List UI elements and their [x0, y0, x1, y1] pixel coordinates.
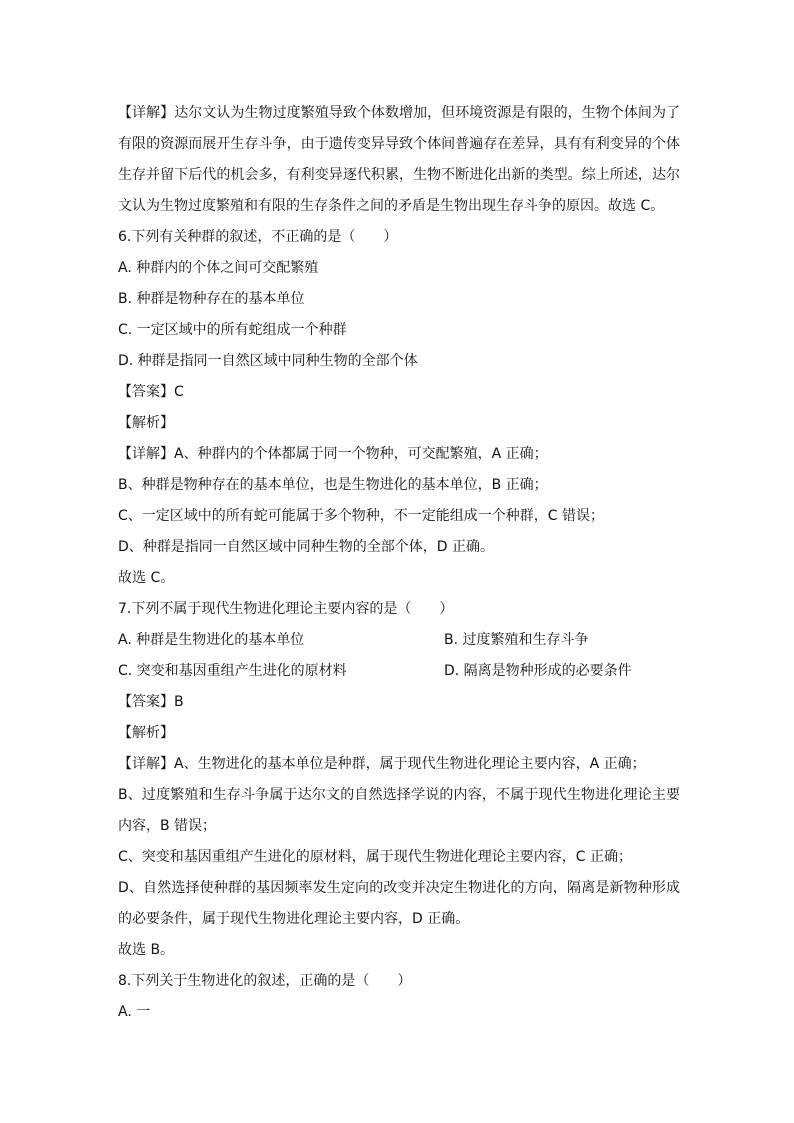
q7-stem: 7.下列不属于现代生物进化理论主要内容的是（ ）	[118, 601, 454, 617]
q6-option-a: A. 种群内的个体之间可交配繁殖	[118, 260, 319, 276]
q7-option-a: A. 种群是生物进化的基本单位	[118, 632, 305, 648]
q7-option-c: C. 突变和基因重组产生进化的原材料	[118, 663, 347, 679]
q7-conclusion: 故选 B。	[118, 942, 175, 958]
q7-option-b: B. 过度繁殖和生存斗争	[444, 632, 589, 648]
q8-stem: 8.下列关于生物进化的叙述，正确的是（ ）	[118, 973, 412, 989]
q7-detail-c: C、突变和基因重组产生进化的原材料，属于现代生物进化理论主要内容，C 正确；	[118, 849, 632, 865]
q7-option-d: D. 隔离是物种形成的必要条件	[444, 663, 632, 679]
q7-detail-a: 【详解】A、生物进化的基本单位是种群，属于现代生物进化理论主要内容，A 正确；	[118, 756, 646, 772]
q6-option-c: C. 一定区域中的所有蛇组成一个种群	[118, 322, 347, 338]
q7-options-row-2	[118, 656, 680, 687]
q7-detail-d: D、自然选择使种群的基因频率发生定向的改变并决定生物进化的方向，隔离是新物种形成的必要条件，属于现代生物进化理论主要内容，D 正确。	[118, 880, 680, 927]
q7-answer: 【答案】B	[118, 694, 184, 710]
q6-option-b: B. 种群是物种存在的基本单位	[118, 291, 305, 307]
q6-answer: 【答案】C	[118, 384, 184, 400]
q7-detail-b: B、过度繁殖和生存斗争属于达尔文的自然选择学说的内容，不属于现代生物进化理论主要内容，B 错误；	[118, 787, 680, 834]
q6-analysis-heading: 【解析】	[118, 415, 174, 431]
q8-option-a: A. 一	[118, 1004, 151, 1020]
q5-detail: 【详解】达尔文认为生物过度繁殖导致个体数增加，但环境资源是有限的，生物个体间为了有限的资源而展开生存斗争，由于遗传变异导致个体间普遍存在差异，具有有利变异的个体生存并留下后代的机会多，有利变异逐代积累，生物不断进化出新的类型。综上所述，达尔文认为生物过度繁殖和有限的生存条件之间的矛盾是生物出现生存斗争的原因。故选 C。	[118, 105, 680, 214]
q6-detail-a: 【详解】A、种群内的个体都属于同一个物种，可交配繁殖，A 正确；	[118, 446, 548, 462]
q7-options-row-1	[118, 625, 680, 656]
q6-detail-d: D、种群是指同一自然区域中同种生物的全部个体，D 正确。	[118, 539, 495, 555]
q6-detail-b: B、种群是物种存在的基本单位，也是生物进化的基本单位，B 正确；	[118, 477, 548, 493]
document-page	[118, 98, 680, 1028]
q6-detail-c: C、一定区域中的所有蛇可能属于多个物种，不一定能组成一个种群，C 错误；	[118, 508, 604, 524]
q6-conclusion: 故选 C。	[118, 570, 175, 586]
q6-stem: 6.下列有关种群的叙述，不正确的是（ ）	[118, 229, 398, 245]
q7-analysis-heading: 【解析】	[118, 725, 174, 741]
q6-option-d: D. 种群是指同一自然区域中同种生物的全部个体	[118, 353, 418, 369]
